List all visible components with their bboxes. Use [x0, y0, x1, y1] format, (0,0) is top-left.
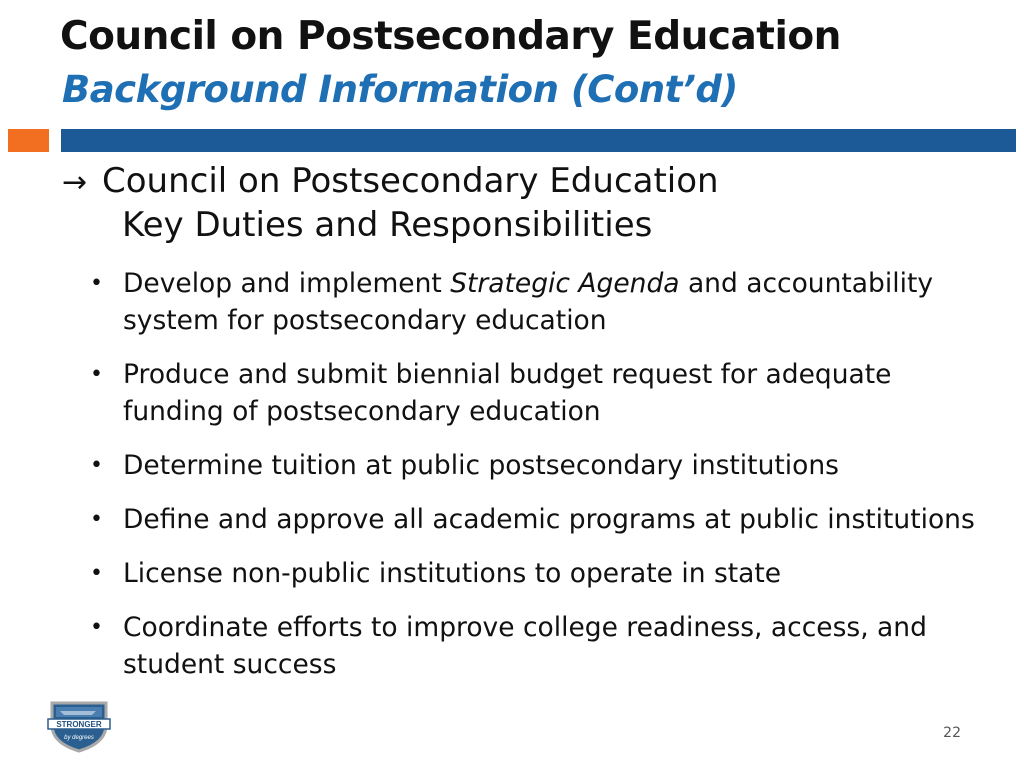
slide-title: Council on Postsecondary Education: [60, 14, 841, 59]
heading-line-2: Key Duties and Responsibilities: [122, 205, 653, 245]
bullet-icon: •: [90, 271, 103, 296]
stronger-by-degrees-logo: [46, 695, 112, 753]
duty-text-suffix: and accountability system for postsecondary education: [123, 268, 934, 336]
page-number: 22: [943, 725, 961, 741]
slide-subtitle: Background Information (Cont’d): [62, 68, 738, 111]
accent-square: [8, 129, 49, 152]
duty-text: Coordinate efforts to improve college readiness, access, and student success: [123, 612, 927, 680]
duty-item: [84, 555, 984, 592]
duty-item: [84, 265, 984, 339]
duty-text: Define and approve all academic programs at public institutions: [123, 504, 975, 535]
duty-text: License non-public institutions to operate in state: [123, 558, 782, 589]
duty-item: [84, 501, 984, 538]
duty-item: [84, 356, 984, 430]
logo-tagline: by degrees: [64, 735, 94, 741]
bullet-icon: •: [90, 561, 103, 586]
section-heading: [62, 160, 719, 246]
bullet-icon: •: [90, 362, 103, 387]
bullet-icon: •: [90, 507, 103, 532]
bullet-icon: •: [90, 453, 103, 478]
duty-text-prefix: Develop and implement: [123, 268, 451, 299]
strategic-agenda-emphasis: Strategic Agenda: [450, 268, 680, 299]
duty-item: [84, 609, 984, 683]
duties-list: [84, 265, 984, 700]
accent-bar: [61, 129, 1016, 152]
duty-item: [84, 447, 984, 484]
right-arrow-icon: →: [62, 165, 88, 200]
logo-word: STRONGER: [56, 720, 102, 729]
duty-text: Produce and submit biennial budget request for adequate funding of postsecondary education: [123, 359, 892, 427]
heading-line-1: Council on Postsecondary Education: [102, 161, 719, 201]
duty-text: Determine tuition at public postsecondary institutions: [123, 450, 839, 481]
bullet-icon: •: [90, 615, 103, 640]
